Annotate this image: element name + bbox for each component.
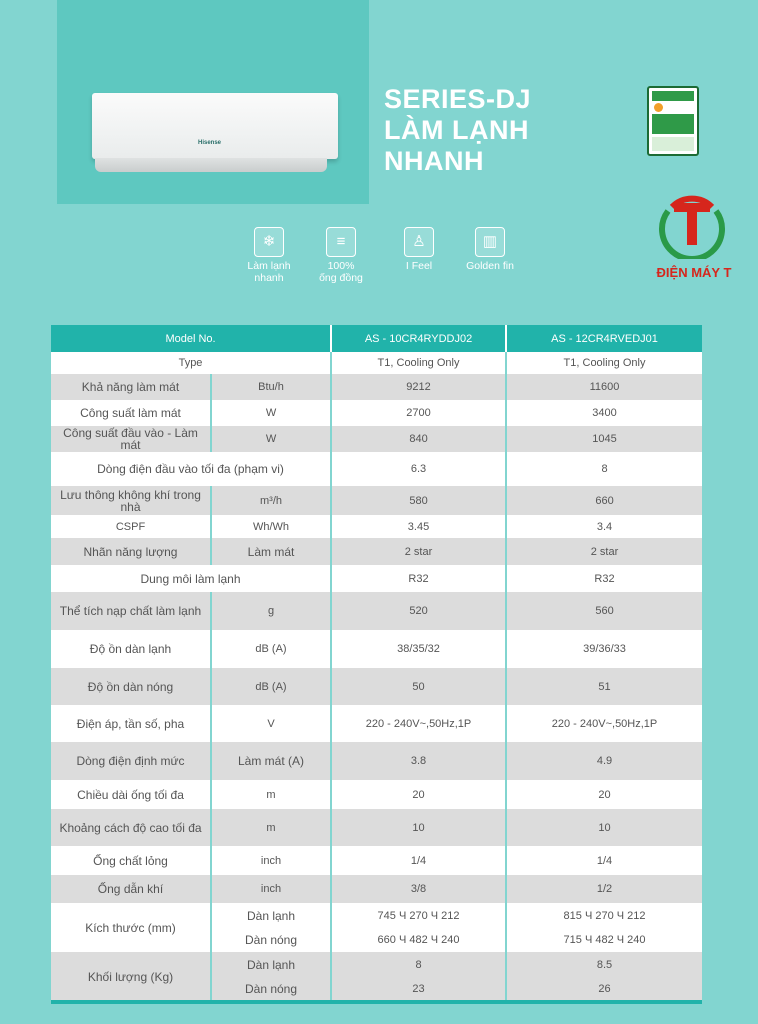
- row-value: 3400: [506, 400, 702, 426]
- row-value: 26: [506, 977, 702, 1001]
- row-value: R32: [331, 565, 506, 592]
- table-row: [51, 630, 702, 668]
- feature-golden-fin: [450, 227, 530, 272]
- row-label: Khối lượng (Kg): [51, 952, 211, 1001]
- row-value: 660: [506, 486, 702, 515]
- row-value: 220 - 240V~,50Hz,1P: [506, 705, 702, 742]
- row-value: 8.5: [506, 952, 702, 977]
- row-value: 8: [506, 452, 702, 486]
- table-row: [51, 400, 702, 426]
- row-unit: Dàn lạnh: [211, 903, 331, 928]
- row-value: T1, Cooling Only: [506, 352, 702, 374]
- row-unit: Dàn nóng: [211, 977, 331, 1001]
- table-row: [51, 565, 702, 592]
- feature-label: I Feel: [405, 260, 433, 272]
- copper-pipe-icon: ≡: [326, 227, 356, 257]
- table-row: [51, 592, 702, 630]
- golden-fin-icon: ▥: [475, 227, 505, 257]
- row-label: Nhãn năng lượng: [51, 538, 211, 565]
- table-row: [51, 875, 702, 903]
- row-unit: Làm mát (A): [211, 742, 331, 780]
- row-value: R32: [506, 565, 702, 592]
- table-row: [51, 705, 702, 742]
- i-feel-icon: ♙: [404, 227, 434, 257]
- row-value: 520: [331, 592, 506, 630]
- table-row: [51, 538, 702, 565]
- row-label: Dòng điện đầu vào tối đa (phạm vi): [51, 452, 331, 486]
- row-value: 715 Ч 482 Ч 240: [506, 928, 702, 952]
- table-bottom-border: [51, 1000, 702, 1004]
- header-model-2: AS - 12CR4RVEDJ01: [506, 325, 702, 352]
- row-value: 1/2: [506, 875, 702, 903]
- table-row: [51, 846, 702, 875]
- row-value: 10: [506, 809, 702, 846]
- header-model: Model No.: [51, 325, 331, 352]
- row-label: Ống chất lỏng: [51, 846, 211, 875]
- row-unit: Dàn nóng: [211, 928, 331, 952]
- logo-text: ĐIỆN MÁY T: [656, 265, 732, 280]
- row-value: T1, Cooling Only: [331, 352, 506, 374]
- air-conditioner-image: [92, 93, 338, 159]
- row-label: Dòng điện định mức: [51, 742, 211, 780]
- row-value: 9212: [331, 374, 506, 400]
- feature-fast-cooling: [229, 227, 309, 284]
- row-value: 20: [506, 780, 702, 809]
- row-label: Công suất đầu vào - Làm mát: [51, 426, 211, 452]
- table-row: [51, 903, 702, 928]
- row-label: Type: [51, 352, 331, 374]
- feature-label: ống đồng: [319, 272, 363, 284]
- header-model-1: AS - 10CR4RYDDJ02: [331, 325, 506, 352]
- row-value: 38/35/32: [331, 630, 506, 668]
- row-unit: inch: [211, 875, 331, 903]
- table-row: [51, 352, 702, 374]
- row-unit: m³/h: [211, 486, 331, 515]
- row-label: Khoảng cách độ cao tối đa: [51, 809, 211, 846]
- row-unit: Wh/Wh: [211, 515, 331, 538]
- dien-may-t-logo-icon: [656, 189, 728, 259]
- row-value: 220 - 240V~,50Hz,1P: [331, 705, 506, 742]
- row-value: 3.45: [331, 515, 506, 538]
- row-value: 4.9: [506, 742, 702, 780]
- row-value: 840: [331, 426, 506, 452]
- row-unit: Làm mát: [211, 538, 331, 565]
- feature-label: 100%: [327, 260, 355, 272]
- row-label: Công suất làm mát: [51, 400, 211, 426]
- row-unit: m: [211, 780, 331, 809]
- row-unit: V: [211, 705, 331, 742]
- row-value: 1/4: [331, 846, 506, 875]
- series-title: [384, 84, 531, 177]
- row-label: Lưu thông không khí trong nhà: [51, 486, 211, 515]
- row-value: 815 Ч 270 Ч 212: [506, 903, 702, 928]
- feature-copper-pipe: [301, 227, 381, 284]
- row-value: 2 star: [331, 538, 506, 565]
- row-label: Độ ồn dàn lạnh: [51, 630, 211, 668]
- row-unit: dB (A): [211, 630, 331, 668]
- row-label: Độ ồn dàn nóng: [51, 668, 211, 705]
- feature-label: nhanh: [254, 272, 284, 284]
- table-row: [51, 780, 702, 809]
- row-value: 3.4: [506, 515, 702, 538]
- row-value: 3/8: [331, 875, 506, 903]
- row-unit: m: [211, 809, 331, 846]
- row-label: CSPF: [51, 515, 211, 538]
- row-value: 745 Ч 270 Ч 212: [331, 903, 506, 928]
- row-label: Kích thước (mm): [51, 903, 211, 952]
- table-row: [51, 486, 702, 515]
- table-row: [51, 515, 702, 538]
- row-value: 2 star: [506, 538, 702, 565]
- table-row: [51, 952, 702, 977]
- table-row: [51, 452, 702, 486]
- row-value: 10: [331, 809, 506, 846]
- row-value: 6.3: [331, 452, 506, 486]
- row-value: 560: [506, 592, 702, 630]
- series-title-line: LÀM LẠNH: [384, 115, 529, 145]
- row-value: 580: [331, 486, 506, 515]
- row-unit: W: [211, 400, 331, 426]
- row-unit: W: [211, 426, 331, 452]
- row-label: Thể tích nạp chất làm lạnh: [51, 592, 211, 630]
- table-row: [51, 374, 702, 400]
- feature-i-feel: [379, 227, 459, 272]
- row-value: 23: [331, 977, 506, 1001]
- row-label: Khả năng làm mát: [51, 374, 211, 400]
- snowflake-icon: ❄: [254, 227, 284, 257]
- row-value: 11600: [506, 374, 702, 400]
- row-value: 1045: [506, 426, 702, 452]
- feature-label: Golden fin: [466, 260, 514, 272]
- table-header-row: [51, 325, 702, 352]
- table-row: [51, 809, 702, 846]
- energy-label-icon: [647, 86, 699, 156]
- row-unit: inch: [211, 846, 331, 875]
- series-title-line: NHANH: [384, 146, 484, 176]
- row-label: Dung môi làm lạnh: [51, 565, 331, 592]
- row-value: 3.8: [331, 742, 506, 780]
- row-unit: Dàn lạnh: [211, 952, 331, 977]
- feature-label: Làm lạnh: [247, 260, 291, 272]
- air-conditioner-vent: [95, 158, 327, 172]
- row-label: Ống dẫn khí: [51, 875, 211, 903]
- spec-table: [51, 325, 702, 1001]
- row-value: 1/4: [506, 846, 702, 875]
- table-row: [51, 742, 702, 780]
- row-unit: Btu/h: [211, 374, 331, 400]
- row-value: 50: [331, 668, 506, 705]
- row-unit: g: [211, 592, 331, 630]
- table-row: [51, 426, 702, 452]
- row-value: 51: [506, 668, 702, 705]
- row-value: 39/36/33: [506, 630, 702, 668]
- row-value: 8: [331, 952, 506, 977]
- table-row: [51, 668, 702, 705]
- ac-brand-label: Hisense: [198, 140, 222, 146]
- row-value: 2700: [331, 400, 506, 426]
- series-title-line: SERIES-DJ: [384, 84, 532, 114]
- row-value: 20: [331, 780, 506, 809]
- row-label: Chiều dài ống tối đa: [51, 780, 211, 809]
- row-label: Điện áp, tần số, pha: [51, 705, 211, 742]
- row-value: 660 Ч 482 Ч 240: [331, 928, 506, 952]
- row-unit: dB (A): [211, 668, 331, 705]
